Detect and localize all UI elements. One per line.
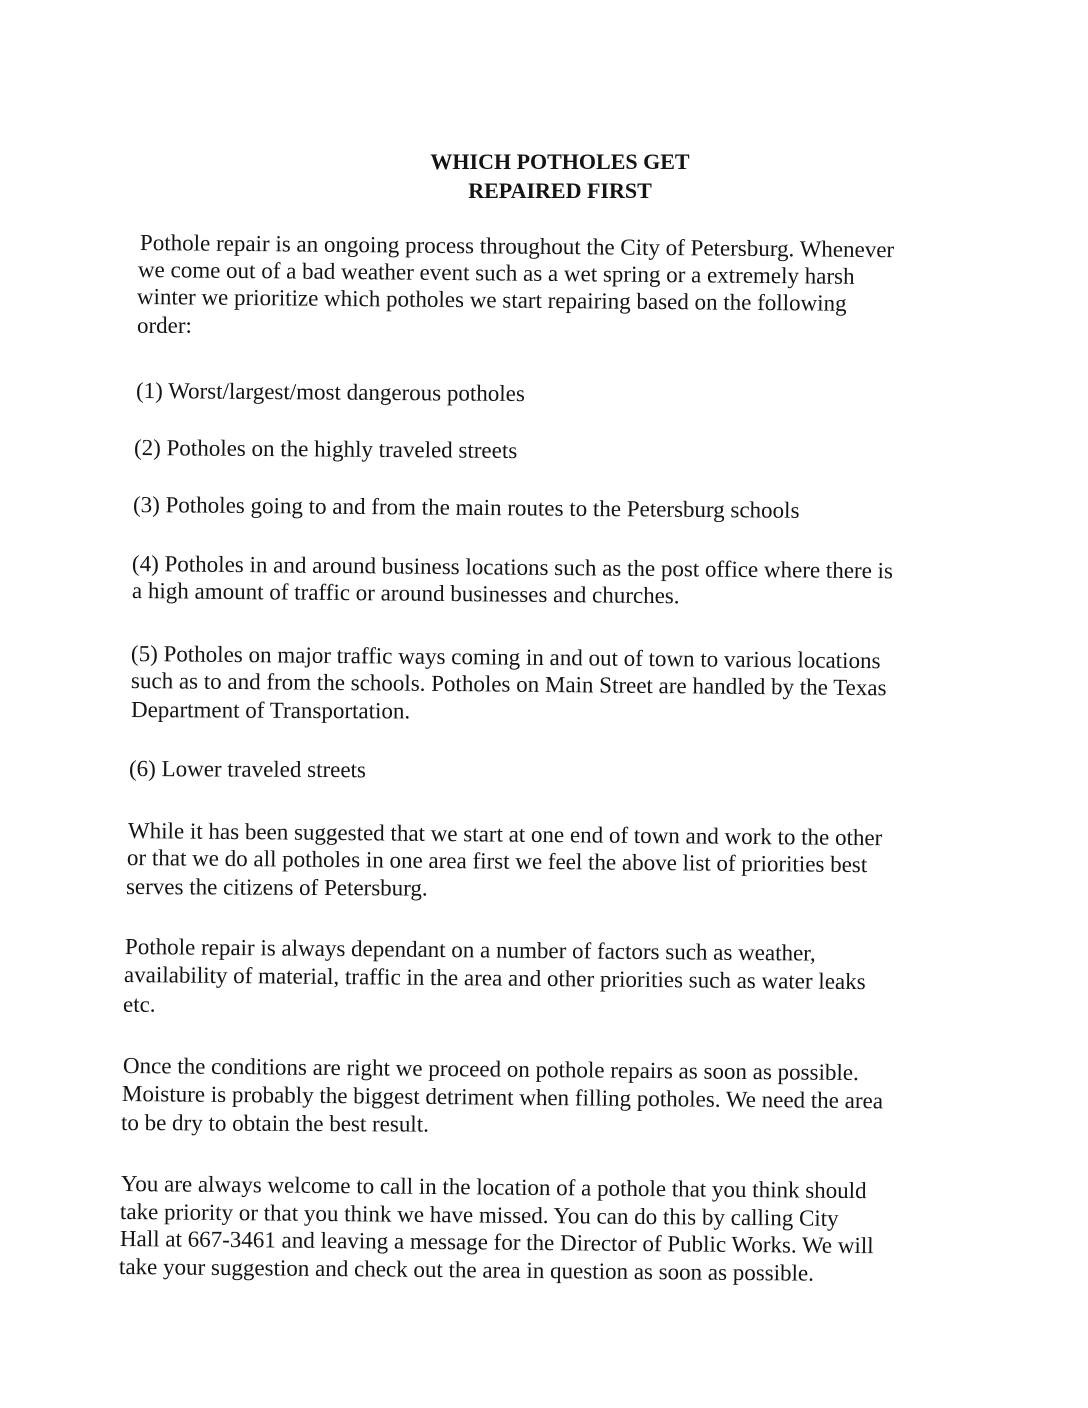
paragraph-line: to be dry to obtain the best result. [120, 1110, 429, 1137]
paragraph-line: Once the conditions are right we proceed on pothole repairs as soon as possible. [122, 1053, 859, 1086]
list-item: Department of Transportation. [130, 697, 411, 724]
list-item: (4) Potholes in and around business locations such as the post office where there is [131, 551, 894, 584]
list-item: a high amount of traffic or around businesses and churches. [131, 578, 680, 609]
paragraph-line: take priority or that you think we have missed. You can do this by calling City [119, 1199, 839, 1231]
paragraph-line: Moisture is probably the biggest detriment when filling potholes. We need the area [121, 1081, 884, 1114]
document-title-line-1: WHICH POTHOLES GET [430, 149, 690, 174]
list-item: (3) Potholes going to and from the main routes to the Petersburg schools [132, 492, 800, 523]
list-item: (6) Lower traveled streets [128, 756, 366, 783]
paragraph-line: or that we do all potholes in one area first we feel the above list of priorities best [126, 845, 868, 878]
intro-line: winter we prioritize which potholes we start repairing based on the following [136, 284, 847, 316]
paragraph-line: availability of material, traffic in the area and other priorities such as water leaks [123, 962, 866, 995]
list-item: (2) Potholes on the highly traveled streets [133, 435, 518, 464]
list-item: (1) Worst/largest/most dangerous potholes [135, 378, 525, 407]
paragraph-line: serves the citizens of Petersburg. [125, 874, 428, 901]
document-title-line-2: REPAIRED FIRST [468, 178, 652, 203]
list-item: such as to and from the schools. Potholes on Main Street are handled by the Texas [130, 668, 887, 701]
paragraph-line: etc. [123, 992, 156, 1017]
intro-line: Pothole repair is an ongoing process throughout the City of Petersburg. Whenever [139, 230, 895, 263]
paragraph-line: You are always welcome to call in the location of a pothole that you think should [120, 1171, 867, 1204]
paragraph-line: take your suggestion and check out the area in question as soon as possible. [118, 1254, 815, 1286]
intro-line: we come out of a bad weather event such as a wet spring or a extremely harsh [137, 257, 855, 289]
paragraph-line: Pothole repair is always dependant on a number of factors such as weather, [124, 934, 816, 966]
list-item: (5) Potholes on major traffic ways coming in and out of town to various locations [130, 641, 881, 674]
intro-line: order: [137, 313, 192, 338]
paragraph-line: While it has been suggested that we start at one end of town and work to the other [127, 818, 883, 851]
paragraph-line: Hall at 667-3461 and leaving a message for the Director of Public Works. We will [119, 1226, 874, 1259]
